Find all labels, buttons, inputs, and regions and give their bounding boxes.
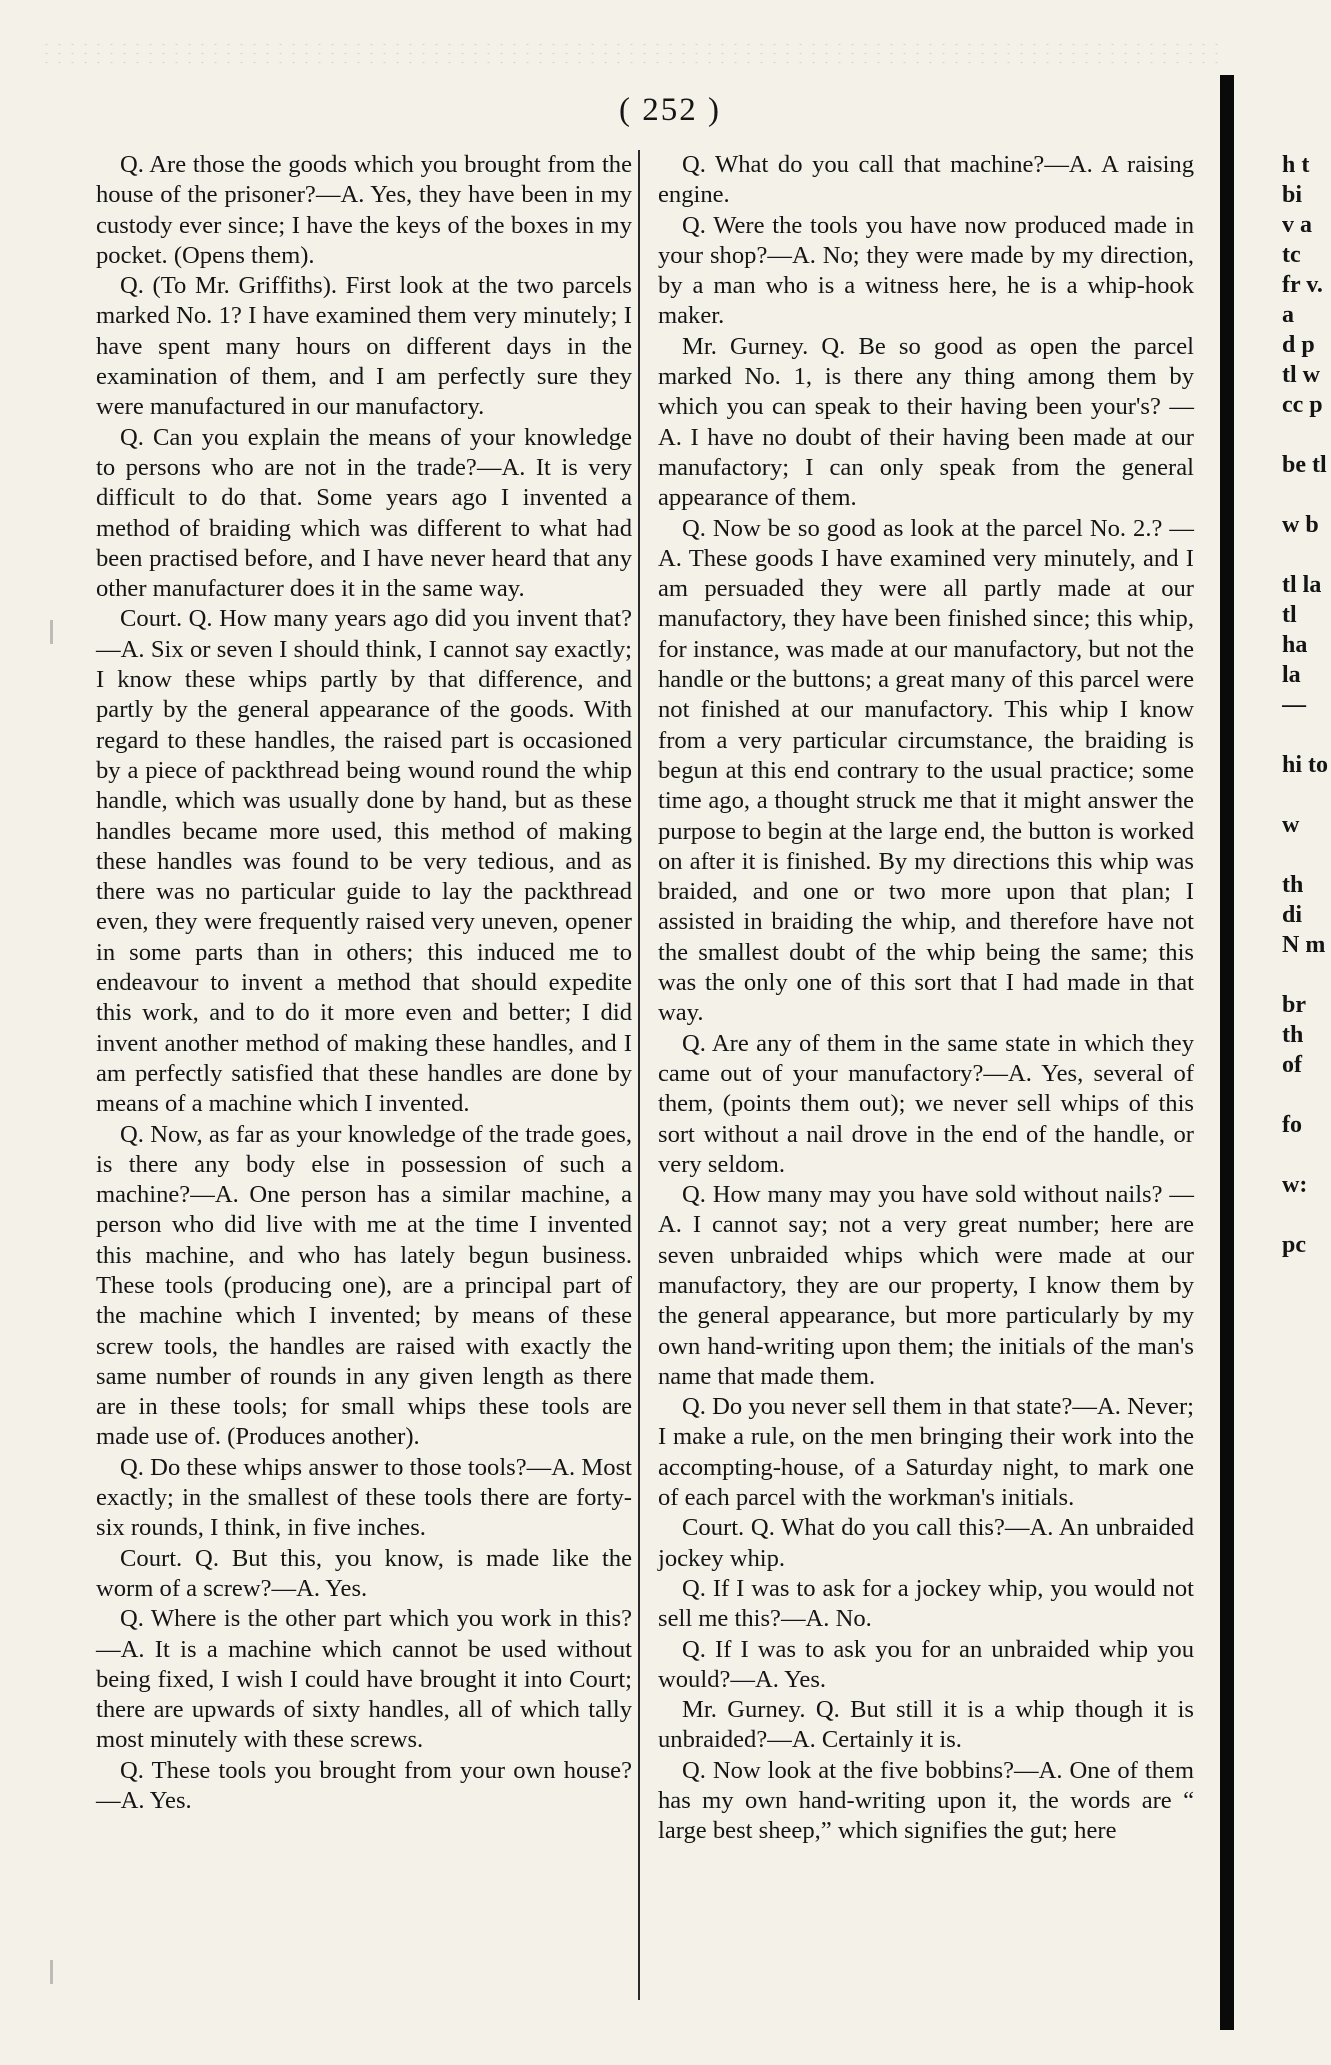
paragraph: Q. These tools you brought from your own house?—A. Yes. [96, 1756, 632, 1815]
fragment: cc p [1282, 392, 1323, 418]
fragment: br th [1282, 992, 1306, 1048]
paragraph: Q. Are any of them in the same state in which they came out of your manufactory?—A. Yes, several of them, (points them out); we never sell whips of this sort without a nail drove in the end of the handle, or very seldom. [658, 1029, 1194, 1178]
fragment: tl la tl [1282, 572, 1322, 628]
fragment: be tl [1282, 452, 1327, 478]
paragraph: Court. Q. What do you call this?—A. An unbraided jockey whip. [658, 1514, 1194, 1572]
paragraph: Q. Do you never sell them in that state?—A. Never; I make a rule, on the men bringing their work into the accompting-house, of a Saturday night, to mark one of each parcel with the workman's initials. [658, 1393, 1194, 1512]
paragraph: Mr. Gurney. Q. Be so good as open the parcel marked No. 1, is there any thing among them by which you can speak to their having been your's? —A. I have no doubt of their having been made at our manufactory; I can only speak from the general appearance of them. [658, 332, 1194, 512]
scan-mark [50, 620, 53, 644]
facing-page-fragments [1282, 150, 1328, 1290]
fragment: w [1282, 812, 1300, 838]
right-column [658, 150, 1194, 1847]
binding-shadow [1220, 75, 1234, 2030]
paragraph: Q. Do these whips answer to those tools?—A. Most exactly; in the smallest of these tools there are forty-six rounds, I think, in five inches. [96, 1453, 632, 1542]
paragraph: Q. (To Mr. Griffiths). First look at the two parcels marked No. 1? I have examined them very minutely; I have spent many hours on different days in the examination of them, and I am perfectly sure they were manufactured in our manufactory. [96, 272, 632, 421]
column-divider [638, 150, 640, 2000]
paragraph: Q. Were the tools you have now produced made in your shop?—A. No; they were made by my direction, by a man who is a witness here, he is a whip-hook maker. [658, 211, 1194, 330]
paragraph: Q. If I was to ask for a jockey whip, you would not sell me this?—A. No. [658, 1574, 1194, 1633]
paragraph: Q. Now look at the five bobbins?—A. One of them has my own hand-writing upon it, the words are “ large best sheep,” which signifies the gut; here [658, 1756, 1194, 1845]
fragment: pc [1282, 1232, 1306, 1258]
fragment: th di [1282, 872, 1304, 928]
paragraph: Q. Can you explain the means of your knowledge to persons who are not in the trade?—A. It is very difficult to do that. Some years ago I invented a method of braiding which was different to what had been practised before, and I have never heard that any other manufacturer does it in the same way. [96, 423, 632, 603]
fragment: d p tl w [1282, 332, 1320, 388]
fragment: w: [1282, 1172, 1308, 1198]
paragraph: Q. Are those the goods which you brought from the house of the prisoner?—A. Yes, they have been in my custody ever since; I have the keys of the boxes in my pocket. (Opens them). [96, 151, 632, 269]
fragment: fr v. a [1282, 272, 1323, 328]
paragraph: Mr. Gurney. Q. But still it is a whip though it is unbraided?—A. Certainly it is. [658, 1696, 1194, 1754]
scan-mark [50, 1960, 53, 1984]
paragraph: Q. What do you call that machine?—A. A raising engine. [658, 151, 1194, 209]
fragment: w b [1282, 512, 1319, 538]
paragraph: Q. How many may you have sold without nails? —A. I cannot say; not a very great number; here are seven unbraided whips which were made at our manufactory, they are our property, I know them by the general appearance, but more particularly by my own hand-writing upon them; the initials of the man's name that made them. [658, 1181, 1194, 1390]
fragment: of [1282, 1052, 1302, 1078]
fragment: ha la [1282, 632, 1308, 688]
paragraph: Q. If I was to ask you for an unbraided whip you would?—A. Yes. [658, 1635, 1194, 1693]
page-number: ( 252 ) [619, 92, 721, 128]
fragment: N m [1282, 932, 1326, 958]
paragraph: Court. Q. How many years ago did you invent that?—A. Six or seven I should think, I cannot say exactly; I know these whips partly by that difference, and partly by the general appearance of the goods. With regard to these handles, the raised part is occasioned by a piece of packthread being wound round the whip handle, which was usually done by hand, but as these handles became more used, this method of making these handles was found to be very tedious, and as there was no particular guide to lay the packthread even, they were frequently raised very uneven, opener in some parts than in others; this induced me to endeavour to invent a method that should expedite this work, and to do it more even and better; I did invent another method of making these handles, and I am perfectly satisfied that these handles are done by means of a machine which I invented. [96, 605, 632, 1118]
fragment: v a tc [1282, 212, 1312, 268]
paragraph: Q. Now be so good as look at the parcel No. 2.? —A. These goods I have examined very minutely, and I am persuaded they were all partly made at our manufactory, they have been finished since; this whip, for instance, was made at our manufactory, but not the handle or the buttons; a great many of this parcel were not finished at our manufactory. This whip I know from a very particular circumstance, the braiding is begun at this end contrary to the usual practice; some time ago, a thought struck me that it might answer the purpose to begin at the large end, the button is worked on after it is finished. By my directions this whip was braided, and one or two more upon that plan; I assisted in braiding the whip, and therefore have not the smallest doubt of the whip being the same; this was the only one of this sort that I had made in that way. [658, 514, 1194, 1027]
left-column [96, 150, 632, 1816]
paragraph: Court. Q. But this, you know, is made like the worm of a screw?—A. Yes. [96, 1544, 632, 1602]
scan-noise [40, 40, 1220, 64]
fragment: hi to [1282, 752, 1328, 778]
paragraph: Q. Now, as far as your knowledge of the trade goes, is there any body else in possession of such a machine?—A. One person has a similar machine, a person who did live with me at the time I invented this machine, and who has lately begun business. These tools (producing one), are a principal part of the machine which I invented; by means of these screw tools, the handles are raised with exactly the same number of rounds in any given length as there are in these tools; for small whips these tools are made use of. (Produces another). [96, 1120, 632, 1451]
fragment: — [1282, 692, 1306, 718]
paragraph: Q. Where is the other part which you work in this?—A. It is a machine which cannot be used without being fixed, I wish I could have brought it into Court; there are upwards of sixty handles, all of which tally most minutely with these screws. [96, 1605, 632, 1754]
fragment: fo [1282, 1112, 1302, 1138]
fragment: h t bi [1282, 152, 1310, 208]
